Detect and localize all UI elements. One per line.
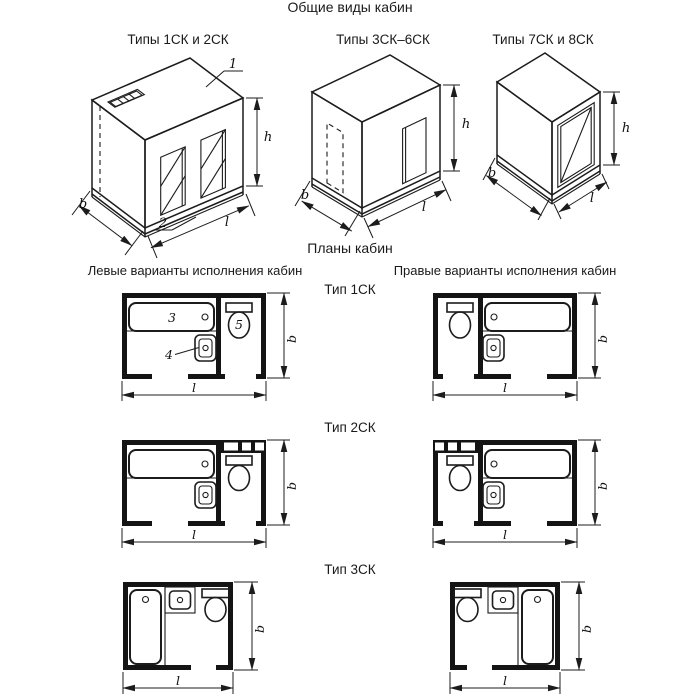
toilet-bowl — [450, 466, 471, 491]
cabin-walls — [123, 582, 233, 670]
dim-label-l: l — [192, 380, 196, 395]
toilet-cistern — [447, 456, 473, 465]
view-title-1: Типы 1СК и 2СК — [127, 32, 229, 47]
callout-bath: 3 — [168, 310, 176, 325]
dim-label-l: l — [503, 380, 507, 395]
page-title: Общие виды кабин — [287, 0, 413, 15]
toilet — [447, 456, 473, 491]
washbasin — [483, 335, 504, 361]
iso-view-types-3sk-6sk — [285, 50, 480, 245]
partition-wall — [478, 445, 483, 526]
toilet-cistern — [226, 303, 252, 312]
dim-b — [483, 158, 550, 220]
dim-label-l: l — [503, 527, 507, 542]
toilet — [226, 456, 252, 491]
dim-label-l: l — [503, 673, 507, 688]
roof-vent-grille — [108, 89, 144, 107]
dim-b — [234, 582, 267, 670]
toilet-bowl — [457, 598, 478, 622]
type-3sk-title: Тип 3СК — [324, 562, 376, 577]
bathtub — [483, 450, 572, 478]
hidden-door-outline — [327, 123, 343, 193]
bathtub — [127, 450, 216, 478]
dim-l — [433, 527, 577, 548]
callout-ceiling-panel — [206, 57, 243, 87]
dim-label-l: l — [176, 673, 180, 688]
bathtub — [518, 587, 553, 665]
callouts — [164, 310, 243, 362]
dim-l — [433, 380, 577, 401]
plan-2sk-right — [431, 438, 615, 550]
type-2sk-title: Тип 2СК — [324, 420, 376, 435]
partition-wall — [216, 445, 221, 526]
dim-b — [295, 181, 360, 236]
partition-wall — [216, 298, 221, 379]
bath-drain — [202, 314, 208, 320]
dim-l — [450, 672, 560, 694]
plans-title: Планы кабин — [307, 240, 393, 256]
right-variants-title: Правые варианты исполнения кабин — [393, 263, 617, 278]
washbasin — [165, 587, 195, 613]
toilet — [454, 589, 481, 622]
dim-label-b: b — [284, 481, 299, 491]
dim-b — [578, 293, 610, 378]
toilet-bowl — [229, 466, 250, 491]
toilet-bowl — [205, 598, 226, 622]
toilet-bowl — [450, 312, 471, 338]
toilet — [202, 589, 229, 622]
bath-drain — [143, 597, 149, 603]
dim-h — [443, 85, 470, 171]
base-plinth — [312, 171, 440, 217]
plan-3sk-right — [448, 580, 600, 698]
toilet-cistern — [447, 303, 473, 312]
plan-3sk-left — [121, 580, 273, 698]
dim-l — [554, 174, 609, 219]
cabin-walls — [450, 582, 560, 670]
mirrored-cabin — [433, 440, 577, 526]
dim-l — [122, 527, 266, 548]
dim-label-b: b — [595, 481, 610, 491]
dim-label-h: h — [621, 121, 631, 136]
dim-label-b: b — [284, 334, 299, 344]
toilet-cistern — [454, 589, 481, 598]
dim-b — [561, 582, 594, 670]
washbasin — [483, 482, 504, 508]
view-title-2: Типы 3СК–6СК — [336, 32, 430, 47]
bath-drain — [491, 314, 497, 320]
toilet — [447, 303, 473, 338]
iso-view-types-1sk-2sk — [60, 50, 290, 262]
callout-1-label: 1 — [228, 57, 238, 72]
mirrored-cabin — [433, 293, 577, 379]
dim-l — [123, 672, 233, 694]
door-opening-2 — [201, 130, 226, 199]
left-variants-title: Левые варианты исполнения кабин — [87, 263, 303, 278]
view-title-3: Типы 7СК и 8СК — [492, 32, 594, 47]
dim-label-b: b — [300, 188, 310, 203]
plan-2sk-left — [120, 438, 304, 550]
bath-drain — [491, 461, 497, 467]
toilet-cistern — [202, 589, 229, 598]
plan-1sk-left — [120, 291, 304, 403]
washbasin — [488, 587, 518, 613]
dim-label-b: b — [579, 624, 594, 634]
dim-label-h: h — [263, 130, 273, 145]
vent-block — [221, 440, 266, 453]
callout-2-label: 2 — [158, 216, 168, 231]
dim-label-b: b — [487, 166, 497, 181]
dim-label-l: l — [421, 200, 427, 215]
dim-b — [267, 293, 299, 378]
toilet-cistern — [226, 456, 252, 465]
washbasin — [195, 482, 216, 508]
dim-label-l: l — [192, 527, 196, 542]
door-opening-1 — [161, 147, 186, 216]
type-1sk-title: Тип 1СК — [324, 282, 376, 297]
partition-wall — [478, 298, 483, 379]
mirrored-cabin — [450, 582, 560, 670]
dim-label-b: b — [595, 334, 610, 344]
plan-1sk-right — [431, 291, 615, 403]
bath-drain — [202, 461, 208, 467]
dim-b — [578, 440, 610, 525]
dim-h — [246, 98, 272, 186]
bath-drain — [535, 597, 541, 603]
callout-toilet: 5 — [235, 317, 243, 332]
dim-label-h: h — [461, 117, 471, 132]
dim-label-l: l — [224, 215, 230, 230]
dim-label-b: b — [78, 197, 88, 212]
iso-view-types-7sk-8sk — [480, 50, 655, 228]
callout-washbasin: 4 — [165, 347, 173, 362]
dim-l — [122, 380, 266, 401]
vent-block — [433, 440, 478, 453]
base-plinth — [497, 155, 600, 204]
dim-label-b: b — [252, 624, 267, 634]
dim-h — [603, 92, 630, 165]
bathtub — [130, 587, 165, 665]
dim-label-l: l — [589, 191, 595, 206]
bathtub — [483, 303, 572, 331]
door-opening — [403, 118, 426, 184]
base-plinth — [92, 186, 243, 237]
dim-b — [267, 440, 299, 525]
